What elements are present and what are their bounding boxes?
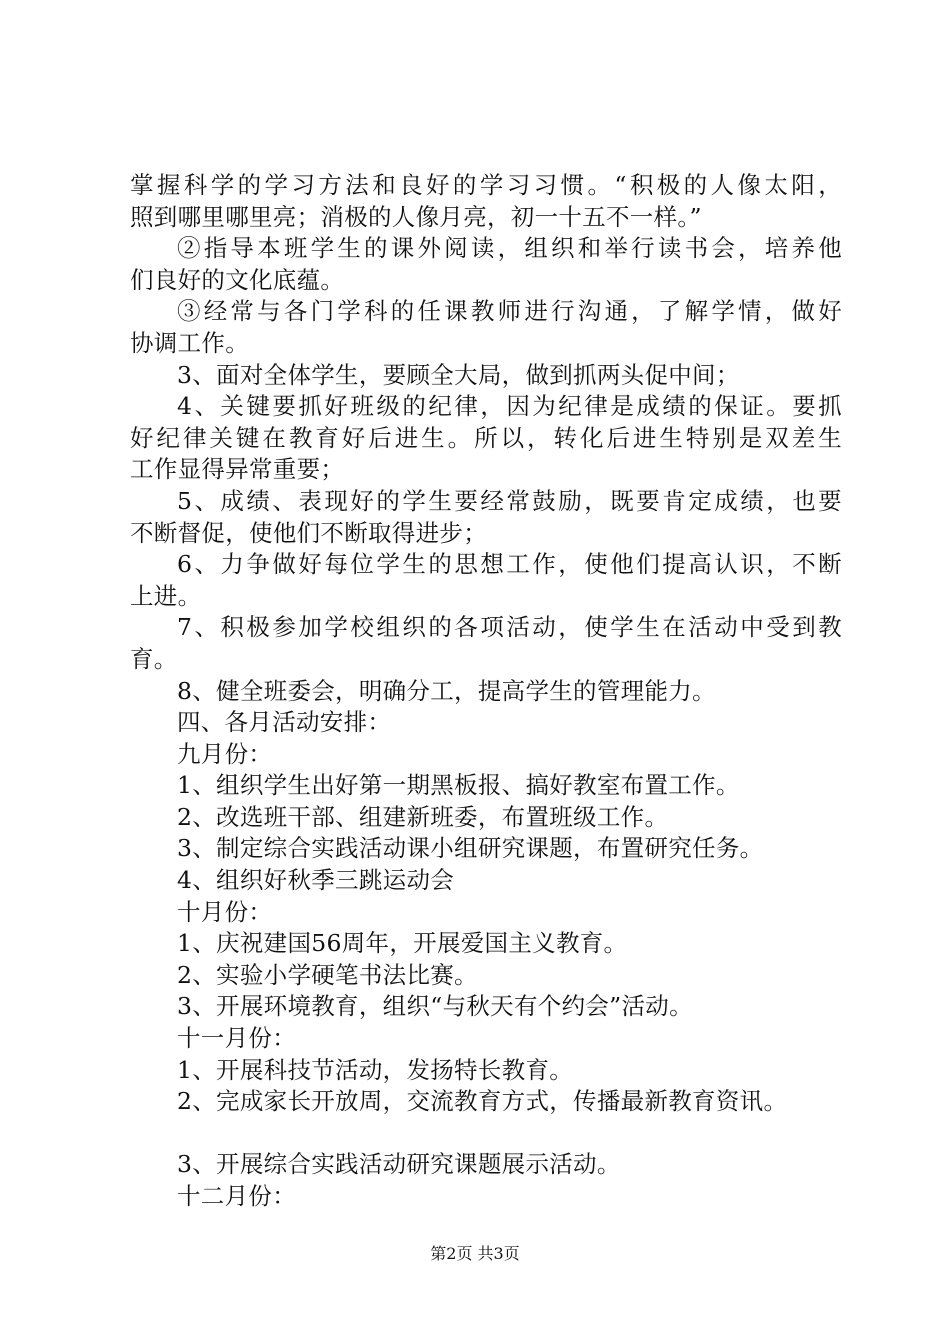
text-line: 们良好的文化底蕴。 — [130, 265, 345, 294]
text-line: 1、组织学生出好第一期黑板报、搞好教室布置工作。 — [177, 771, 740, 800]
text-line: 十一月份： — [177, 1024, 296, 1053]
text-line: 好纪律关键在教育好后进生。所以，转化后进生特别是双差生 — [130, 423, 842, 452]
text-line: 2、完成家长开放周，交流教育方式，传播最新教育资讯。 — [177, 1087, 788, 1116]
text-line: 7、积极参加学校组织的各项活动，使学生在活动中受到教 — [177, 613, 842, 642]
text-line: 3、面对全体学生，要顾全大局，做到抓两头促中间； — [177, 360, 740, 389]
text-line: 工作显得异常重要； — [130, 455, 345, 484]
text-line: 3、开展综合实践活动研究课题展示活动。 — [177, 1150, 621, 1179]
text-line: 6、力争做好每位学生的思想工作，使他们提高认识，不断 — [177, 550, 842, 579]
text-line: 育。 — [130, 644, 178, 673]
document-body — [130, 170, 842, 1213]
text-line: 协调工作。 — [130, 328, 249, 357]
text-line: 1、庆祝建国56周年，开展爱国主义教育。 — [177, 929, 628, 958]
text-line: 掌握科学的学习方法和良好的学习习惯。“积极的人像太阳， — [130, 171, 842, 199]
text-line: 3、开展环境教育，组织“与秋天有个约会”活动。 — [177, 992, 693, 1021]
text-line: 九月份： — [177, 739, 273, 768]
text-line: 5、成绩、表现好的学生要经常鼓励，既要肯定成绩，也要 — [177, 486, 842, 515]
text-line: 四、各月活动安排： — [177, 708, 392, 737]
text-line: 十月份： — [177, 897, 273, 926]
text-line: ②指导本班学生的课外阅读，组织和举行读书会，培养他 — [177, 234, 842, 263]
text-line: 4、组织好秋季三跳运动会 — [177, 866, 455, 895]
text-line: 3、制定综合实践活动课小组研究课题，布置研究任务。 — [177, 834, 764, 863]
text-line: 1、开展科技节活动，发扬特长教育。 — [177, 1055, 574, 1084]
text-line: 上进。 — [130, 581, 202, 610]
text-line: 照到哪里哪里亮；消极的人像月亮，初一十五不一样。” — [130, 202, 702, 231]
text-line: 不断督促，使他们不断取得进步； — [130, 518, 487, 547]
text-line: 2、实验小学硬笔书法比赛。 — [177, 960, 478, 989]
text-line: 8、健全班委会，明确分工，提高学生的管理能力。 — [177, 676, 716, 705]
text-line: ③经常与各门学科的任课教师进行沟通，了解学情，做好 — [177, 297, 842, 326]
text-line: 十二月份： — [177, 1182, 296, 1210]
page-footer: 第2页 共3页 — [430, 1244, 520, 1263]
text-line: 4、关键要抓好班级的纪律，因为纪律是成绩的保证。要抓 — [177, 392, 842, 421]
blank-line — [130, 1118, 842, 1150]
text-line: 2、改选班干部、组建新班委，布置班级工作。 — [177, 802, 669, 831]
